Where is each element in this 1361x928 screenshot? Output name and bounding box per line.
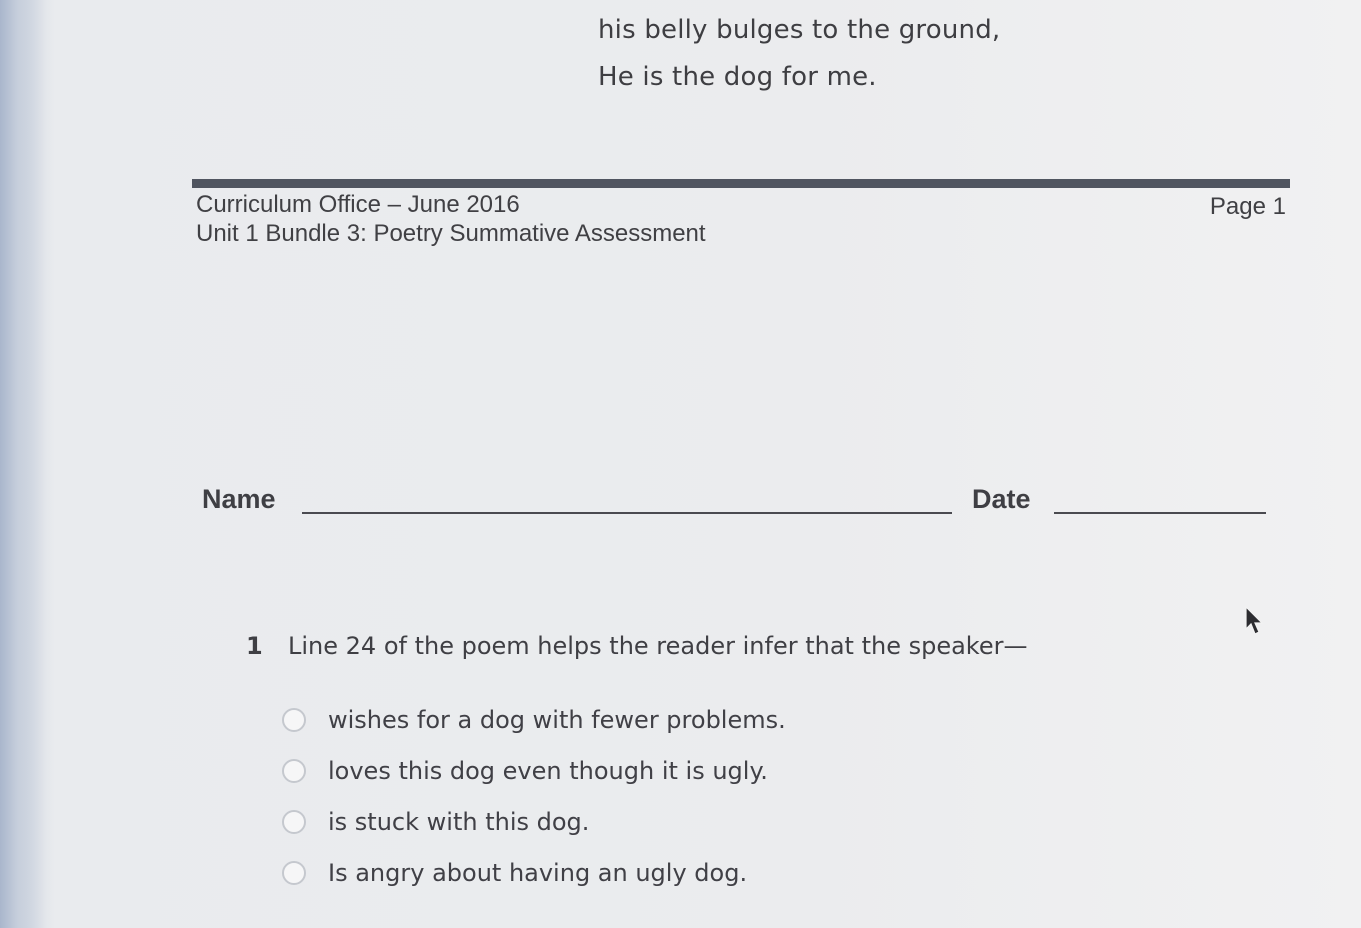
date-field-line[interactable] [1054, 512, 1266, 514]
answer-option-label[interactable]: Is angry about having an ugly dog. [328, 858, 748, 887]
radio-button-icon[interactable] [282, 708, 306, 732]
question-number: 1 [246, 632, 263, 660]
radio-button-icon[interactable] [282, 810, 306, 834]
page-footer-info [196, 190, 706, 248]
name-label: Name [202, 484, 276, 514]
poem-fragment [598, 10, 1000, 104]
radio-button-icon[interactable] [282, 861, 306, 885]
name-field-line[interactable] [302, 512, 952, 514]
poem-line: his belly bulges to the ground, [598, 15, 1001, 45]
question-prompt [246, 632, 1027, 660]
footer-office: Curriculum Office – June 2016 [196, 191, 520, 218]
answer-option-label[interactable]: is stuck with this dog. [328, 807, 590, 836]
page-divider [192, 179, 1290, 188]
footer-unit: Unit 1 Bundle 3: Poetry Summative Assessment [196, 220, 706, 247]
screen-bezel-edge [0, 0, 46, 928]
radio-button-icon[interactable] [282, 759, 306, 783]
answer-option-label[interactable]: loves this dog even though it is ugly. [328, 756, 768, 785]
name-date-row [202, 480, 1272, 520]
answer-option[interactable] [282, 745, 982, 796]
answer-option[interactable] [282, 694, 982, 745]
answer-option-label[interactable]: wishes for a dog with fewer problems. [328, 705, 786, 734]
page-number: Page 1 [1209, 193, 1286, 220]
question-text: Line 24 of the poem helps the reader infer that the speaker— [288, 632, 1028, 660]
date-label: Date [972, 484, 1031, 514]
answer-option[interactable] [282, 796, 982, 847]
answer-option[interactable] [282, 847, 982, 898]
answer-options [282, 694, 982, 898]
mouse-pointer-icon [1244, 606, 1266, 636]
poem-line: He is the dog for me. [598, 62, 877, 92]
